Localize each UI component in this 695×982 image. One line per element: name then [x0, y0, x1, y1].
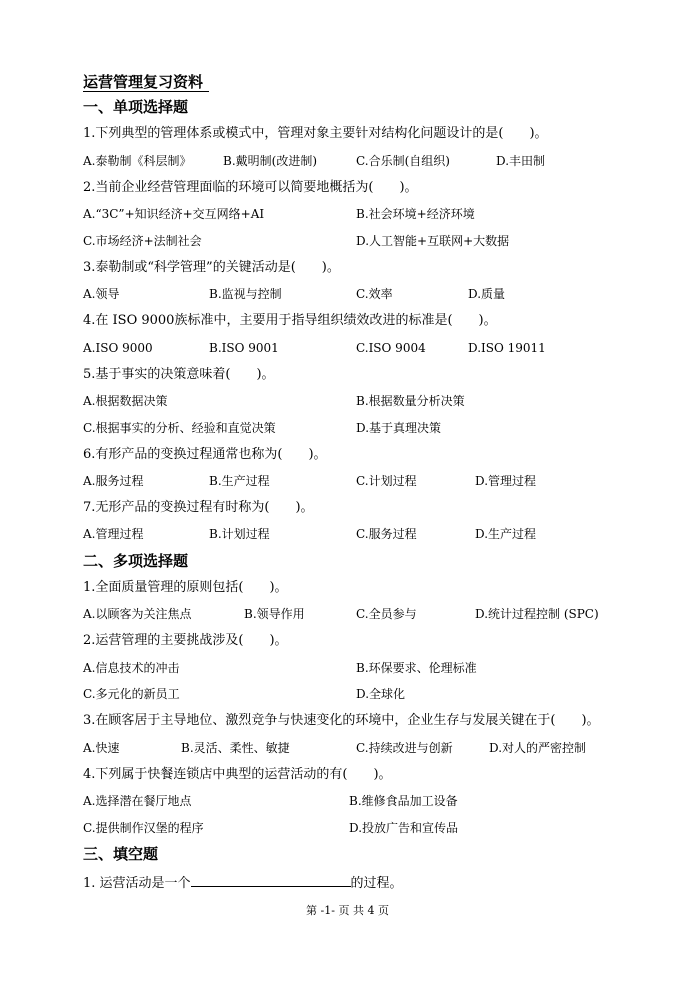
section-heading-single-choice: 一、单项选择题: [83, 98, 189, 116]
question-2: 2.当前企业经营管理面临的环境可以简要地概括为( )。: [83, 180, 418, 195]
option-m2-d: D.全球化: [356, 687, 406, 701]
page-footer: 第 -1- 页 共 4 页: [306, 904, 389, 917]
option-q4-c: C.ISO 9004: [356, 341, 426, 355]
option-q4-b: B.ISO 9001: [209, 341, 279, 355]
option-m4-a: A.选择潜在餐厅地点: [83, 794, 192, 808]
section-heading-multiple-choice: 二、多项选择题: [83, 552, 189, 570]
option-q6-d: D.管理过程: [475, 474, 537, 488]
option-q3-b: B.监视与控制: [209, 287, 282, 301]
option-q4-d: D.ISO 19011: [468, 341, 546, 355]
option-m1-b: B.领导作用: [244, 607, 305, 621]
option-q6-c: C.计划过程: [356, 474, 417, 488]
question-m3: 3.在顾客居于主导地位、激烈竞争与快速变化的环境中，企业生存与发展关键在于( )。: [83, 713, 600, 728]
question-6: 6.有形产品的变换过程通常也称为( )。: [83, 447, 327, 462]
option-q3-c: C.效率: [356, 287, 393, 301]
option-q5-a: A.根据数据决策: [83, 394, 168, 408]
question-3: 3.泰勒制或“科学管理”的关键活动是( )。: [83, 260, 340, 275]
option-m3-a: A.快速: [83, 741, 120, 755]
option-m3-c: C.持续改进与创新: [356, 741, 453, 755]
option-m3-d: D.对人的严密控制: [489, 741, 587, 755]
question-m1: 1.全面质量管理的原则包括( )。: [83, 580, 288, 595]
fill-question-1: [83, 874, 403, 892]
option-m2-a: A.信息技术的冲击: [83, 661, 180, 675]
option-q7-c: C.服务过程: [356, 527, 417, 541]
option-q2-a: A.“3C”+知识经济+交互网络+AI: [83, 207, 265, 221]
question-1: 1.下列典型的管理体系或模式中，管理对象主要针对结构化问题设计的是( )。: [83, 126, 548, 141]
option-m3-b: B.灵活、柔性、敏捷: [181, 741, 290, 755]
option-m1-a: A.以顾客为关注焦点: [83, 607, 192, 621]
option-q1-c: C.合乐制(自组织): [356, 154, 450, 168]
answer-blank: [191, 874, 351, 887]
option-q7-d: D.生产过程: [475, 527, 537, 541]
option-m1-d: D.统计过程控制 (SPC): [475, 607, 599, 621]
option-q6-b: B.生产过程: [209, 474, 270, 488]
option-q2-d: D.人工智能+互联网+大数据: [356, 234, 510, 248]
option-q7-b: B.计划过程: [209, 527, 270, 541]
option-q2-c: C.市场经济+法制社会: [83, 234, 202, 248]
option-q3-a: A.领导: [83, 287, 120, 301]
option-m1-c: C.全员参与: [356, 607, 417, 621]
document-title: 运营管理复习资料: [83, 74, 209, 92]
option-m4-b: B.维修食品加工设备: [349, 794, 458, 808]
option-q5-d: D.基于真理决策: [356, 421, 442, 435]
option-q1-d: D.丰田制: [496, 154, 546, 168]
question-m4: 4.下列属于快餐连锁店中典型的运营活动的有( )。: [83, 767, 392, 782]
question-4: 4.在 ISO 9000族标准中，主要用于指导组织绩效改进的标准是( )。: [83, 313, 497, 328]
fill-question-1-suffix: 的过程。: [350, 876, 403, 891]
option-m4-d: D.投放广告和宣传品: [349, 821, 459, 835]
option-q7-a: A.管理过程: [83, 527, 144, 541]
option-m2-c: C.多元化的新员工: [83, 687, 180, 701]
option-q2-b: B.社会环境+经济环境: [356, 207, 475, 221]
option-q1-a: A.泰勒制《科层制》: [83, 154, 192, 168]
option-q5-b: B.根据数量分析决策: [356, 394, 465, 408]
fill-question-1-prefix: 1. 运营活动是一个: [83, 876, 191, 891]
question-7: 7.无形产品的变换过程有时称为( )。: [83, 500, 314, 515]
section-heading-fill-blank: 三、填空题: [83, 845, 159, 863]
question-5: 5.基于事实的决策意味着( )。: [83, 367, 275, 382]
option-q6-a: A.服务过程: [83, 474, 144, 488]
option-q5-c: C.根据事实的分析、经验和直觉决策: [83, 421, 276, 435]
question-m2: 2.运营管理的主要挑战涉及( )。: [83, 633, 288, 648]
option-q4-a: A.ISO 9000: [83, 341, 153, 355]
option-q3-d: D.质量: [468, 287, 506, 301]
option-m2-b: B.环保要求、伦理标准: [356, 661, 477, 675]
option-m4-c: C.提供制作汉堡的程序: [83, 821, 204, 835]
option-q1-b: B.戴明制(改进制): [223, 154, 317, 168]
